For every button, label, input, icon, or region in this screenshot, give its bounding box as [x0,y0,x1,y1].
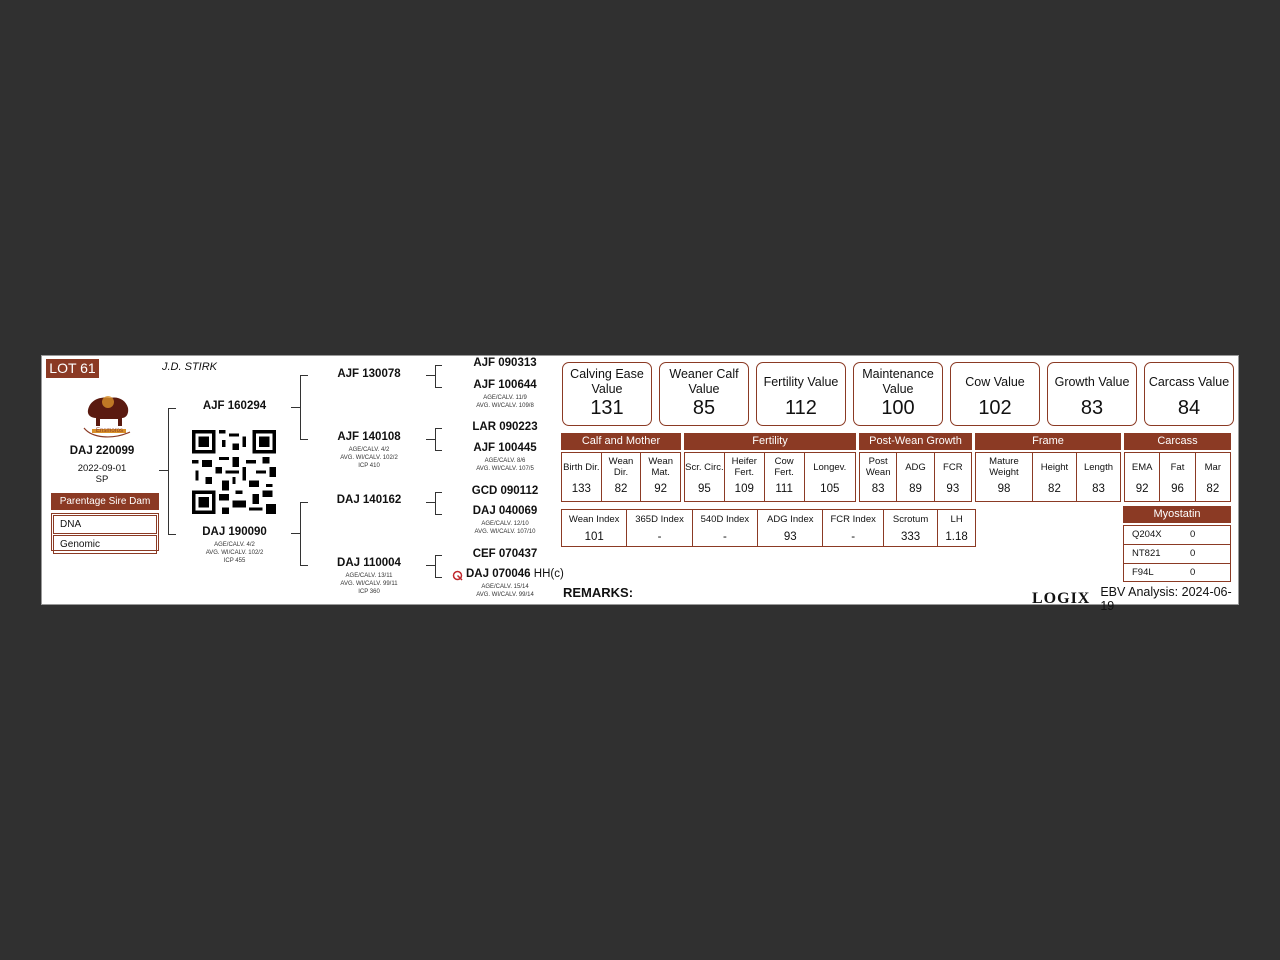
ebv-cell [602,453,642,501]
dam-id: DAJ 190090 [202,526,267,538]
ebv-value: 93 [946,483,960,495]
group-table [1124,452,1231,502]
myostatin-row [1124,545,1230,564]
gen3-0: AJF 090313 [473,357,537,369]
index-cell [693,510,758,546]
index-cell [627,510,692,546]
ebv-label: Longev. [813,461,847,473]
ebv-cell [897,453,934,501]
ebv-label: EMA [1131,461,1153,473]
animal-type: SP [95,474,109,485]
ebv-value: 82 [1048,483,1061,495]
ebv-label: Height [1040,461,1069,473]
gen3-5: DAJ 040069 [472,505,538,517]
value-number: 102 [978,397,1012,419]
breeder-name: J.D. STIRK [162,361,218,373]
gen2-1: AJF 140108 [337,431,401,443]
gen3-2: LAR 090223 [472,421,538,433]
ebv-value: 92 [1135,483,1149,495]
index-cell [884,510,938,546]
ebv-value: 95 [698,483,711,495]
ebv-label: Heifer Fert. [731,456,757,478]
animal-id: DAJ 220099 [69,445,135,457]
myostatin-name: NT821 [1132,548,1161,559]
footer [1032,585,1238,613]
gen3-3: AJF 100445 [473,442,537,454]
gen3-1: AJF 100644 [473,379,537,391]
value-box [1047,362,1137,426]
ebv-value: 105 [820,483,840,495]
ebv-cell [765,453,805,501]
ebv-label: FCR [943,461,963,473]
ebv-cell [641,453,680,501]
myostatin-row [1124,564,1230,582]
ebv-label: Mar [1204,461,1221,473]
ebv-cell [935,453,971,501]
ebv-cell [685,453,725,501]
value-label: Cow Value [965,374,1025,389]
gen3-4: GCD 090112 [471,485,539,497]
group-header: Calf and Mother [561,433,681,450]
value-box [756,362,846,426]
gen2-info: ICP 410 [358,463,380,469]
remarks-label: REMARKS: [563,585,634,600]
ebv-value: 96 [1171,483,1184,495]
group-table [975,452,1121,502]
gen3-7-suffix: HH(c) [533,568,564,580]
gen2-info: AVG. WI/CALV. 99/11 [340,581,398,587]
value-label: Calving Ease Value [570,367,644,396]
qr-code [192,430,276,514]
ebv-label: ADG [905,461,926,473]
myostatin-row [1124,526,1230,545]
gen3-info: AGE/CALV. 8/6 [484,458,526,464]
gen3-info: AGE/CALV. 15/14 [481,584,529,590]
index-cell [938,510,975,546]
parentage-box [51,513,159,551]
gen3-info: AVG. WI/CALV. 99/14 [476,592,534,598]
index-label: 365D Index [635,514,684,525]
ebv-value: 83 [871,483,885,495]
value-box [853,362,943,426]
logo-text: Ensmoros [96,428,124,434]
myostatin-name: F94L [1132,567,1154,578]
gen2-0: AJF 130078 [337,368,401,380]
ebv-label: Mature Weight [989,456,1019,478]
ebv-cell [860,453,897,501]
value-label: Carcass Value [1148,374,1230,389]
value-number: 83 [1080,397,1104,419]
ebv-cell [562,453,602,501]
index-label: FCR Index [830,514,876,525]
lot-number: LOT 61 [46,359,99,378]
ebv-value: 89 [909,483,922,495]
group-table [859,452,972,502]
ebv-label: Length [1083,461,1114,473]
value-number: 84 [1177,397,1201,419]
value-number: 131 [590,397,624,419]
lot-card [41,355,1239,613]
index-cell [823,510,883,546]
gen2-info: AGE/CALV. 4/2 [348,447,390,453]
group-header: Fertility [684,433,856,450]
ebv-label: Post Wean [865,456,891,478]
ebv-value: 133 [571,483,591,495]
index-label: ADG Index [767,514,814,525]
gen2-3: DAJ 110004 [337,557,401,569]
index-table [561,509,976,547]
gen2-info: AVG. WI/CALV. 102/2 [340,455,398,461]
index-value: - [657,531,662,543]
myostatin-value: 0 [1190,567,1196,578]
group-header: Carcass [1124,433,1231,450]
logix-logo: LOGIX [1032,590,1091,607]
gen3-7 [466,568,564,580]
value-number: 85 [692,397,716,419]
myostatin-header: Myostatin [1123,506,1231,523]
ebv-cell [1033,453,1077,501]
ebv-cell [1125,453,1160,501]
parentage-row: DNA [53,515,157,534]
dam-info: ICP 455 [223,558,246,564]
index-label: Wean Index [568,514,620,525]
ebv-cell [805,453,855,501]
index-value: 93 [783,531,797,543]
index-label: Scrotum [892,514,929,525]
ebv-cell [976,453,1033,501]
index-cell [562,510,627,546]
gen3-info: AVG. WI/CALV. 107/10 [474,529,536,535]
group-header: Frame [975,433,1121,450]
value-label: Growth Value [1054,374,1130,389]
index-value: - [851,531,856,543]
parentage-header: Parentage Sire Dam [51,493,159,510]
value-label: Weaner Calf Value [669,367,739,396]
gen2-info: AGE/CALV. 13/11 [345,573,393,579]
gen3-info: AGE/CALV. 12/10 [481,521,529,527]
group-table [561,452,681,502]
dam-info: AGE/CALV. 4/2 [214,542,255,548]
gen2-info: ICP 360 [358,589,380,595]
dam-info: AVG. WI/CALV. 102/2 [205,550,264,556]
gen3-7-id: DAJ 070046 [466,568,531,580]
ebv-label: Cow Fert. [774,456,794,478]
index-label: 540D Index [700,514,750,525]
index-cell [758,510,823,546]
ebv-cell [1196,453,1230,501]
index-value: - [722,531,727,543]
value-number: 100 [881,397,915,419]
index-label: LH [950,514,963,525]
ebv-cell [1077,453,1120,501]
ebv-cell [1160,453,1195,501]
gen2-2: DAJ 140162 [336,494,402,506]
parentage-row: Genomic [53,535,157,554]
value-label: Fertility Value [763,374,839,389]
gen3-info: AGE/CALV. 11/9 [483,395,527,401]
ebv-value: 109 [734,483,754,495]
ebv-value: 83 [1092,483,1105,495]
myostatin-value: 0 [1190,548,1196,559]
ebv-label: Fat [1170,461,1185,473]
index-value: 333 [900,531,921,543]
ebv-label: Wean Mat. [648,456,673,478]
value-box [659,362,749,426]
ebv-label: Birth Dir. [563,461,600,473]
ebv-value: 98 [997,483,1011,495]
myostatin-name: Q204X [1132,529,1162,540]
group-table [684,452,856,502]
hh-carrier-icon [452,570,463,581]
ebv-value: 92 [654,483,668,495]
gen3-info: AVG. WI/CALV. 109/8 [476,403,534,409]
animal-dob: 2022-09-01 [77,463,127,474]
ebv-label: Scr. Circ. [685,461,724,473]
value-number: 112 [785,397,817,419]
index-value: 101 [584,531,604,543]
myostatin-value: 0 [1190,529,1196,540]
myostatin-table [1123,525,1231,582]
value-box [562,362,652,426]
ebv-label: Wean Dir. [608,456,634,478]
group-header: Post-Wean Growth [859,433,972,450]
value-box [1144,362,1234,426]
ebv-value: 82 [614,483,628,495]
ebv-value: 111 [775,483,793,495]
ebv-analysis-date: EBV Analysis: 2024-06-19 [1100,585,1232,613]
value-box [950,362,1040,426]
index-value: 1.18 [945,531,968,543]
gen3-6: CEF 070437 [472,548,538,560]
ebv-cell [725,453,765,501]
sire-id: AJF 160294 [202,400,267,412]
ebv-value: 82 [1206,483,1220,495]
value-label: Maintenance Value [862,367,934,396]
gen3-info: AVG. WI/CALV. 107/5 [476,466,534,472]
